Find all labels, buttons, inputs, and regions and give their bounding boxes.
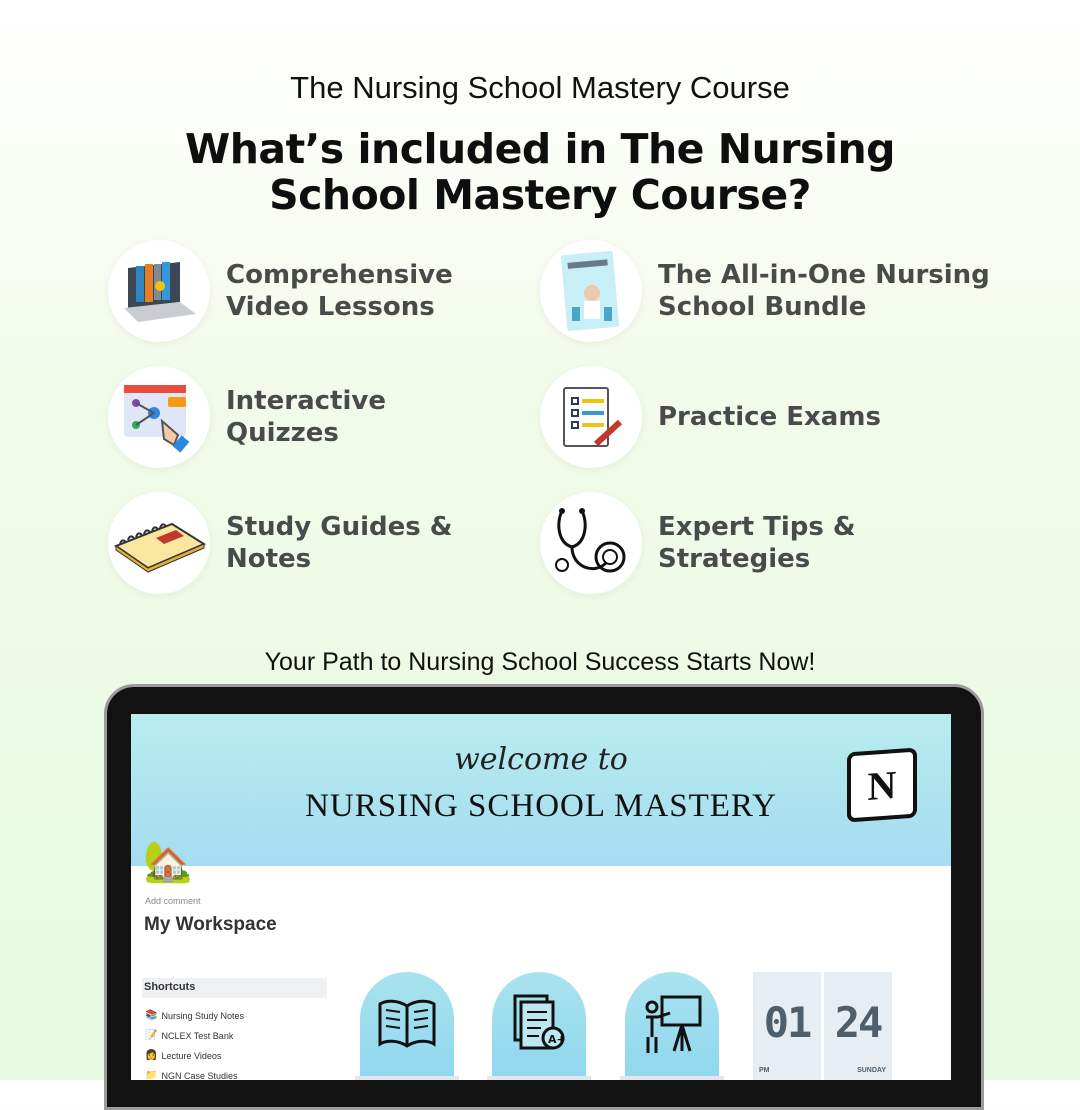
feature-label: Comprehensive Video Lessons	[226, 260, 453, 322]
notebook-icon	[108, 492, 210, 594]
shortcut-link[interactable]	[145, 1010, 244, 1021]
open-book-icon	[376, 996, 438, 1052]
clock-minute	[824, 972, 892, 1080]
stethoscope-icon	[540, 492, 642, 594]
shortcut-label: Lecture Videos	[161, 1050, 222, 1061]
shortcut-label: NCLEX Test Bank	[161, 1030, 234, 1041]
course-subtitle: The Nursing School Mastery Course	[290, 70, 790, 105]
graded-document-icon	[511, 992, 567, 1056]
shortcut-label: Nursing Study Notes	[161, 1010, 244, 1021]
page-title: My Workspace	[144, 914, 277, 935]
banner-title: NURSING SCHOOL MASTERY	[305, 788, 777, 824]
feature-practice-exams	[540, 366, 958, 468]
tagline: Your Path to Nursing School Success Starts Now!	[264, 648, 816, 676]
tile-graded-paper[interactable]	[492, 972, 586, 1080]
laptop-books-icon	[108, 240, 210, 342]
workspace-banner	[131, 714, 951, 866]
clock-day: SUNDAY	[857, 1067, 886, 1074]
feature-label: Practice Exams	[658, 402, 881, 432]
checklist-icon	[540, 366, 642, 468]
feature-expert-tips	[540, 492, 998, 594]
feature-label: Interactive Quizzes	[226, 386, 386, 448]
svg-text:A+: A+	[548, 1033, 566, 1046]
notion-logo-icon: N	[847, 748, 917, 823]
workspace-screen	[131, 714, 951, 1080]
book-cover-icon	[540, 240, 642, 342]
shortcut-link[interactable]	[145, 1030, 233, 1041]
shortcut-link[interactable]	[145, 1070, 237, 1080]
add-comment-button[interactable]: Add comment	[145, 896, 201, 906]
feature-quizzes	[108, 366, 506, 468]
feature-study-guides	[108, 492, 466, 594]
clock-hour-value: 01	[763, 998, 811, 1047]
shortcut-label: NGN Case Studies	[161, 1070, 238, 1080]
tile-caption-bar	[487, 1076, 591, 1080]
feature-label: The All-in-One Nursing School Bundle	[658, 260, 990, 322]
clock-hour	[753, 972, 821, 1080]
tile-caption-bar	[355, 1076, 459, 1080]
presentation-icon	[640, 993, 704, 1055]
tile-book[interactable]	[360, 972, 454, 1080]
clock-minute-value: 24	[834, 998, 882, 1047]
page-headline: What’s included in The Nursing School Mastery Course?	[185, 125, 895, 219]
touch-screen-icon	[108, 366, 210, 468]
clock-ampm: PM	[759, 1067, 770, 1074]
books-icon: 📚	[145, 1010, 158, 1021]
memo-icon: 📝	[145, 1030, 158, 1041]
shortcuts-title: Shortcuts	[144, 981, 196, 993]
tile-teacher[interactable]	[625, 972, 719, 1080]
folder-icon: 📁	[145, 1070, 158, 1080]
feature-video-lessons	[108, 240, 486, 342]
banner-script: welcome to	[454, 742, 628, 777]
feature-label: Study Guides & Notes	[226, 512, 453, 574]
feature-label: Expert Tips & Strategies	[658, 512, 856, 574]
shortcut-link[interactable]	[145, 1050, 221, 1061]
tile-caption-bar	[620, 1076, 724, 1080]
house-icon: 🏡	[143, 839, 193, 885]
person-icon: 👩	[145, 1050, 158, 1061]
feature-bundle	[540, 240, 998, 342]
